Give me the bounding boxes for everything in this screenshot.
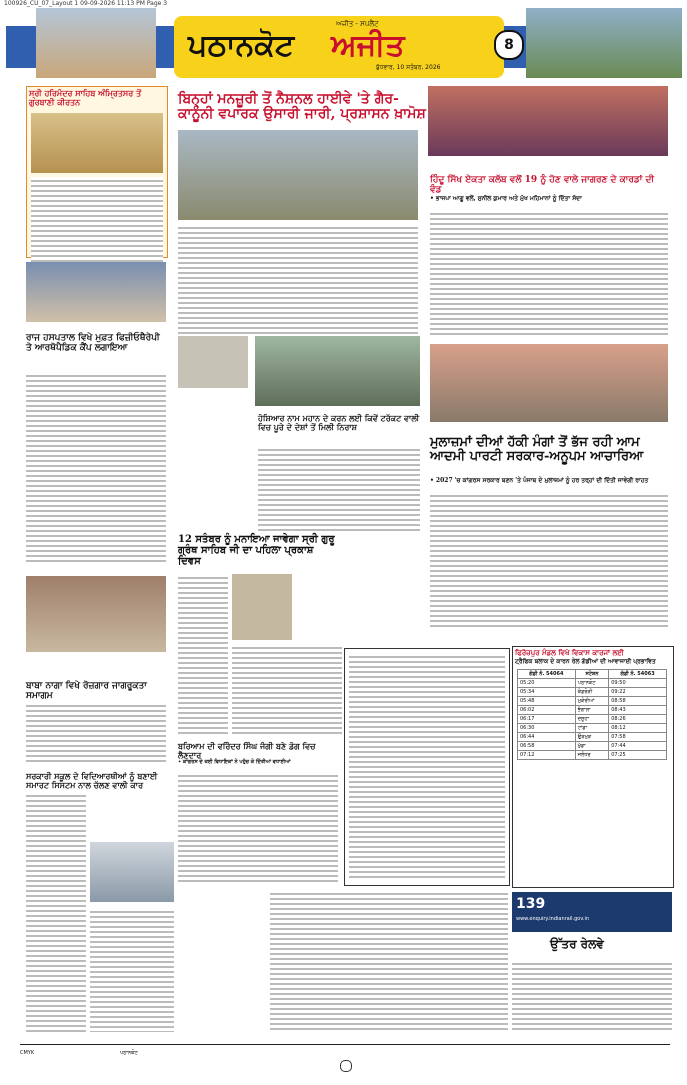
rail-cell: ਦਸੂਹਾ	[575, 715, 608, 724]
jagran-photo	[428, 86, 668, 156]
mulazam-headline: ਮੁਲਾਜ਼ਮਾਂ ਦੀਆਂ ਹੱਕੀ ਮੰਗਾਂ ਤੋਂ ਭੱਜ ਰਹੀ ਆਮ ਆਦਮੀ ਪਾਰਟੀ ਸਰਕਾਰ-ਅਨੂਪਮ ਆਚਾਰਿਆ	[430, 435, 644, 465]
sidebox-title: ਸ੍ਰੀ ਹਰਿਮੰਦਰ ਸਾਹਿਬ ਅੰਮ੍ਰਿਤਸਰ ਤੋਂ ਗੁਰਬਾਣੀ ਕੀਰਤਨ	[29, 88, 142, 107]
footer-rule	[20, 1044, 670, 1045]
sidebox	[26, 86, 168, 258]
tender-notice-text	[349, 653, 505, 879]
hindu-headline: ਹਿੰਦੂ ਸਿੱਖ ਏਕਤਾ ਕਲੱਬ ਵਲੋਂ 19 ਨੂੰ ਹੋਣ ਵਾਲੇ ਜਾਗਰਣ ਦੇ ਕਾਰਡਾਂ ਦੀ ਵੰਡ	[430, 175, 655, 195]
helpline-website: www.enquiry.indianrail.gov.in	[516, 916, 590, 922]
gurpurab-text-right	[232, 644, 342, 734]
rail-body: ਟ੍ਰੈਫਿਕ ਬਲਾਕ ਦੇ ਕਾਰਨ ਰੇਲ ਗੱਡੀਆਂ ਦੀ ਆਵਾਜਾਈ ਪ੍ਰਭਾਵਿਤ	[515, 657, 656, 665]
rail-row	[518, 679, 667, 688]
gurpurab-photo	[232, 574, 292, 640]
gurpurab-text-left	[178, 574, 228, 734]
canada-photo	[255, 336, 420, 406]
canada-text	[258, 446, 420, 532]
hindu-text	[430, 210, 668, 338]
flood-subheadline: • ਕਾਂਗਰਸ ਦੇ ਕਈ ਵਿਧਾਇਕਾਂ ਨੇ ਪਹੁੰਚ ਕੇ ਦਿੱਤੀਆਂ ਵਧਾਈਆਂ	[178, 759, 291, 765]
rail-cell: ਪਠਾਨਕੋਟ	[575, 679, 608, 688]
helpline-box	[512, 892, 672, 932]
rail-cell: 07:25	[609, 751, 667, 760]
mulazam-subheadline: • 2027 'ਚ ਕਾਂਗਰਸ ਸਰਕਾਰ ਬਣਨ 'ਤੇ ਪੰਜਾਬ ਦੇ ਮੁਲਾਜ਼ਮਾਂ ਨੂੰ ਹਰ ਤਰ੍ਹਾਂ ਦੀ ਦਿੱਤੀ ਜਾਵੇਗੀ ਰਾਹਤ	[430, 477, 649, 484]
rail-row	[518, 742, 667, 751]
rail-cell: ਕੰਡਰੋੜੀ	[575, 688, 608, 697]
rail-cell: 06:30	[518, 724, 576, 733]
footer-cmyk: CMYK	[20, 1050, 35, 1056]
rail-col-3: ਗੱਡੀ ਨੰ. 54063	[609, 670, 667, 679]
rail-cell: 09:22	[609, 688, 667, 697]
baba-photo	[26, 576, 166, 652]
helpline-number: 139	[516, 896, 546, 912]
lead-headline: ਬਿਨ੍ਹਾਂ ਮਨਜ਼ੂਰੀ ਤੋਂ ਨੈਸ਼ਨਲ ਹਾਈਵੇ 'ਤੇ ਗੈਰ-ਕਾਨੂੰਨੀ ਵਪਾਰਕ ਉਸਾਰੀ ਜਾਰੀ, ਪ੍ਰਸ਼ਾਸਨ ਖ਼ਾਮੋਸ਼	[178, 91, 426, 123]
rail-cell: 08:58	[609, 697, 667, 706]
masthead	[6, 8, 682, 78]
rail-cell: ਉੜਮੁੜ	[575, 733, 608, 742]
masthead-photo-right	[526, 8, 682, 78]
masthead-photo-left	[36, 8, 156, 78]
sarkari-text-right	[90, 908, 174, 1032]
rail-row	[518, 697, 667, 706]
sarkari-headline: ਸਰਕਾਰੀ ਸਕੂਲ ਦੇ ਵਿਦਿਆਰਥੀਆਂ ਨੂੰ ਬਣਾਈ ਸਮਾਰਟ ਸਿਸਟਮ ਨਾਲ ਚੱਲਣ ਵਾਲੀ ਕਾਰ	[26, 771, 158, 790]
rail-cell: 06:02	[518, 706, 576, 715]
rail-cell: 07:12	[518, 751, 576, 760]
rail-cell: ਖੁੱਡਾ	[575, 742, 608, 751]
print-slug: 100926_CU_07_Layout 1 09-09-2026 11:13 PM Page 3	[4, 0, 168, 7]
gurpurab-headline: 12 ਸਤੰਬਰ ਨੂੰ ਮਨਾਇਆ ਜਾਵੇਗਾ ਸ੍ਰੀ ਗੁਰੂ ਗ੍ਰੰਥ ਸਾਹਿਬ ਜੀ ਦਾ ਪਹਿਲਾ ਪ੍ਰਕਾਸ਼ ਦਿਵਸ	[178, 534, 335, 567]
masthead-subtitle: ਅਜੀਤ - ਸਪਲੈਂਟ	[336, 20, 379, 28]
canada-headline: ਹੋਸ਼ਿਆਰ ਨਾਮ ਮਹਾਨ ਦੇ ਕਰਨ ਲਈ ਕਿਵੇਂ ਟਰੱਕਟ ਵਾਲੀ ਵਿਚ ਪੂਰੇ ਦੇ ਦੇਸ਼ਾਂ ਤੋਂ ਮਿਲੀ ਨਿਰਾਸ਼	[258, 413, 420, 432]
rail-cell: ਭੰਗਾਲਾ	[575, 706, 608, 715]
raj-headline: ਰਾਜ ਹਸਪਤਾਲ ਵਿਖੇ ਮੁਫ਼ਤ ਫਿਜ਼ੀਓਥੈਰੇਪੀ ਤੇ ਆਰਥੋਪੈਡਿਕ ਕੈਂਪ ਲਗਾਇਆ	[26, 333, 160, 353]
golden-temple-photo	[31, 113, 163, 173]
rail-cell: ਜਲੰਧਰ	[575, 751, 608, 760]
masthead-brand: ਅਜੀਤ	[331, 28, 405, 63]
footer-center: ਪਠਾਨਕੋਟ	[120, 1050, 138, 1056]
hindu-subheadline: • ਭਾਜਪਾ ਆਗੂ ਵਲੋਂ, ਸੁਨੀਲ ਕੁਮਾਰ ਅਤੇ ਮੁੱਖ ਮਹਿਮਾਨਾਂ ਨੂੰ ਦਿੱਤਾ ਸੱਦਾ	[430, 195, 582, 202]
baba-headline: ਬਾਬਾ ਨਾਗਾ ਵਿਖੇ ਰੋਜ਼ਗਾਰ ਜਾਗਰੂਕਤਾ ਸਮਾਗਮ	[26, 681, 147, 701]
rail-row	[518, 715, 667, 724]
rail-cell: 05:20	[518, 679, 576, 688]
rail-cell: ਟਾਂਡਾ	[575, 724, 608, 733]
flood-text	[178, 772, 338, 882]
rail-cell: 05:48	[518, 697, 576, 706]
rail-cell: ਮੁਕੇਰੀਆਂ	[575, 697, 608, 706]
mulazam-photo	[430, 344, 668, 422]
imprint-text	[512, 960, 672, 1032]
lead-photo	[178, 130, 418, 220]
flood-headline: ਬਰਿਆਮ ਦੀ ਵਰਿੰਦਰ ਸਿੰਘ ਜੰਗੀ ਬਣੇ ਡੋਗ ਵਿਚ ਲੈਣਦਾਰ	[178, 741, 316, 760]
rail-cell: 09:50	[609, 679, 667, 688]
page-number: 8	[494, 30, 524, 60]
masthead-date: ਬੁੱਧਵਾਰ, 10 ਸਤੰਬਰ, 2026	[376, 64, 441, 71]
lead-text	[178, 224, 418, 334]
raj-text	[26, 372, 166, 562]
sarkari-text-left	[26, 792, 86, 1032]
car-photo	[90, 842, 174, 902]
rail-col-2: ਸਟੇਸ਼ਨ	[575, 670, 608, 679]
masthead-city: ਪਠਾਨਕੋਟ	[188, 28, 295, 63]
rail-cell: 06:44	[518, 733, 576, 742]
rail-row	[518, 706, 667, 715]
hospital-photo	[26, 262, 166, 322]
registration-mark	[340, 1060, 352, 1072]
rail-cell: 05:34	[518, 688, 576, 697]
rail-timetable	[517, 669, 667, 760]
rail-cell: 06:58	[518, 742, 576, 751]
baba-text	[26, 702, 166, 762]
notice-text	[270, 890, 508, 1030]
rail-row	[518, 733, 667, 742]
rail-row	[518, 724, 667, 733]
rail-cell: 07:44	[609, 742, 667, 751]
rail-brand: ਉੱਤਰ ਰੇਲਵੇ	[550, 937, 604, 951]
rail-row	[518, 688, 667, 697]
rail-cell: 06:17	[518, 715, 576, 724]
rail-col-1: ਗੱਡੀ ਨੰ. 54064	[518, 670, 576, 679]
sidebox-text	[31, 177, 163, 267]
rail-cell: 07:58	[609, 733, 667, 742]
rail-cell: 08:43	[609, 706, 667, 715]
tender-notice	[344, 648, 510, 886]
rail-cell: 08:12	[609, 724, 667, 733]
rail-title: ਫਿਰੋਜ਼ਪੁਰ ਮੰਡਲ ਵਿਖੇ ਵਿਕਾਸ ਕਾਰਜਾਂ ਲਈ	[515, 648, 624, 657]
rail-row	[518, 751, 667, 760]
rail-notice	[512, 646, 674, 888]
mulazam-text	[430, 492, 668, 630]
portrait-photo	[178, 336, 248, 388]
rail-cell: 08:26	[609, 715, 667, 724]
